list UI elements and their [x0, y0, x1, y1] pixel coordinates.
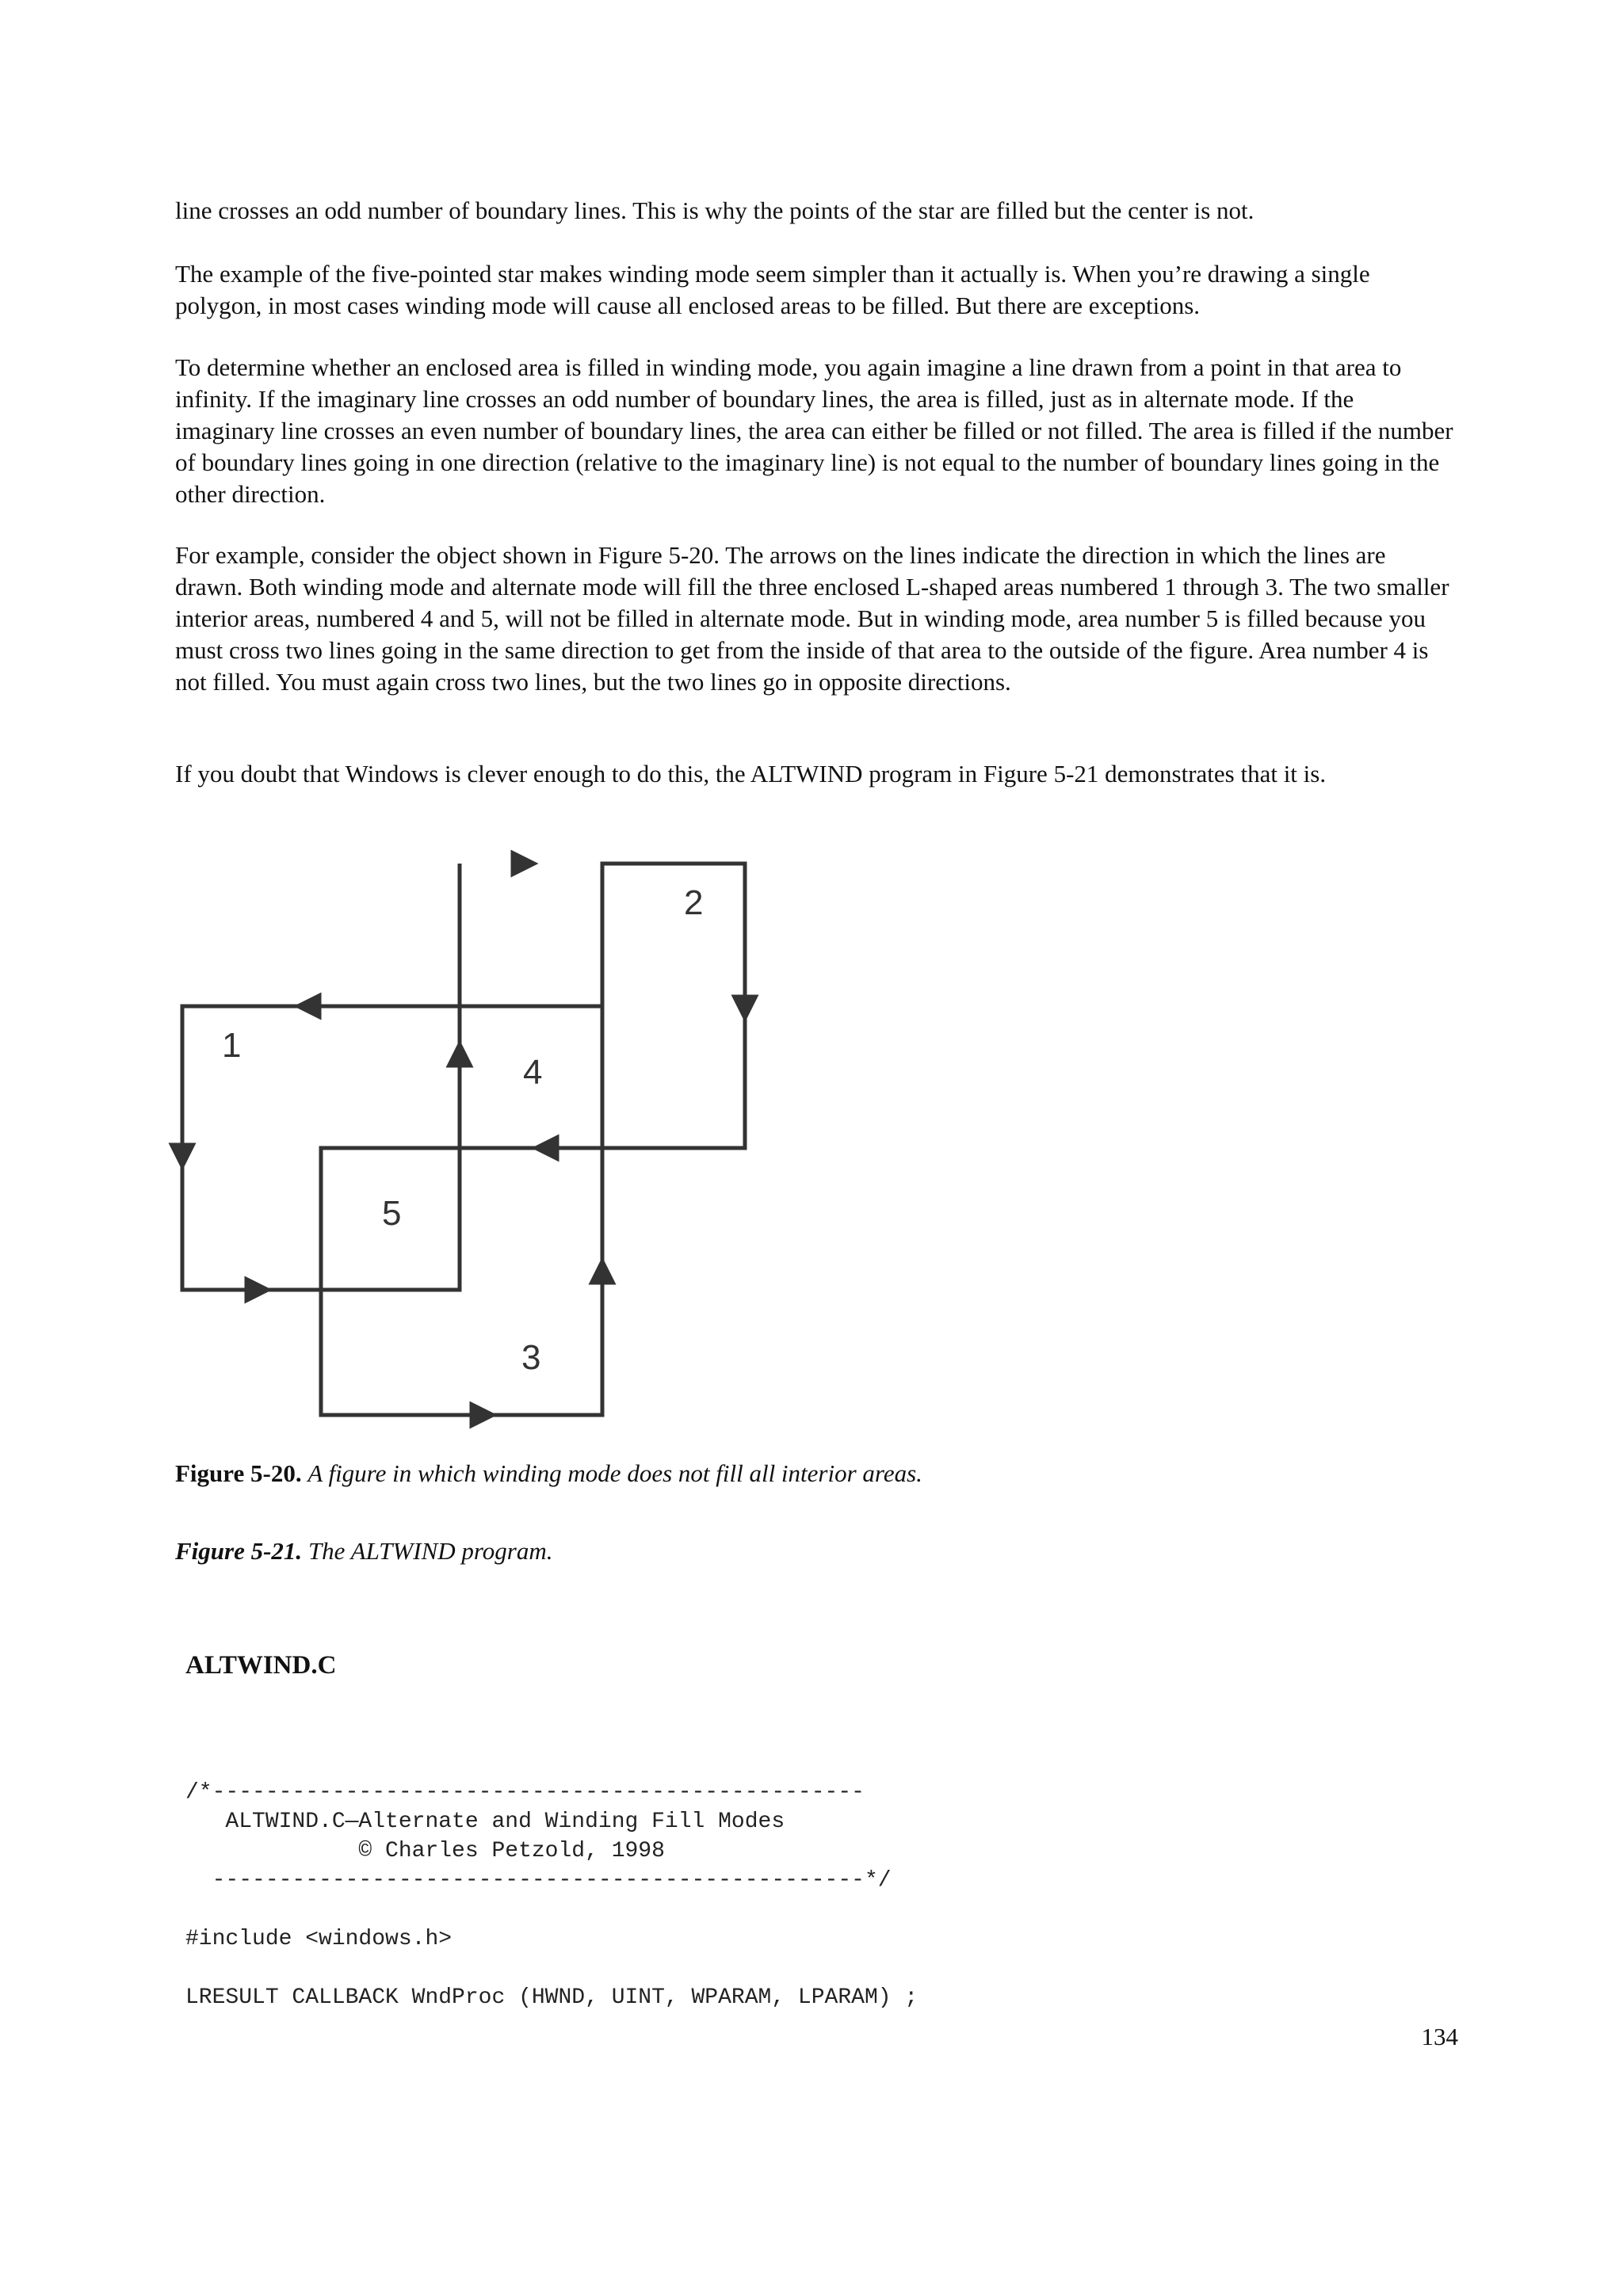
- figure-5-20-caption: [175, 1458, 922, 1489]
- figure-polygon-outline: [182, 864, 745, 1415]
- code-listing: [185, 1778, 918, 2012]
- code-listing-title: ALTWIND.C: [185, 1651, 337, 1680]
- code-line: LRESULT CALLBACK WndProc (HWND, UINT, WPARAM, LPARAM) ;: [185, 1985, 918, 2010]
- code-line: /*-------------------------------------------------: [185, 1780, 865, 1805]
- area-label-1: 1: [222, 1026, 242, 1065]
- paragraph-5: If you doubt that Windows is clever enough to do this, the ALTWIND program in Figure 5-21 demonstrates that it is.: [175, 760, 1327, 788]
- paragraph-4: For example, consider the object shown in Figure 5-20. The arrows on the lines indicate the direction in which the lines are drawn. Both winding mode and alternate mode will fill the three enclosed L-shaped areas numbered 1 through 3. The two smaller interior areas, numbered 4 and 5, will not be filled in alternate mode. But in winding mode, area number 5 is filled because you must cross two lines going in the same direction to get from the inside of that area to the outside of the figure. Area number 4 is not filled. You must again cross two lines, but the two lines go in opposite directions.: [175, 541, 1449, 696]
- caption-label: Figure 5-20.: [175, 1459, 302, 1487]
- caption-label: Figure 5-21.: [175, 1537, 303, 1565]
- caption-text: The ALTWIND program.: [307, 1537, 553, 1565]
- code-line: ALTWIND.C—Alternate and Winding Fill Modes: [185, 1810, 785, 1834]
- paragraph-3: To determine whether an enclosed area is filled in winding mode, you again imagine a line drawn from a point in that area to infinity. If the imaginary line crosses an odd number of boundary lines, the area is filled, just as in alternate mode. If the imaginary line crosses an even number of boundary lines, the area can either be filled or not filled. The area is filled if the number of boundary lines going in one direction (relative to the imaginary line) is not equal to the number of boundary lines going in the other direction.: [175, 353, 1453, 508]
- winding-figure-svg: [166, 846, 785, 1440]
- paragraph-1: line crosses an odd number of boundary lines. This is why the points of the star are filled but the center is not.: [175, 196, 1254, 224]
- code-line: -------------------------------------------------*/: [185, 1868, 892, 1893]
- area-label-4: 4: [523, 1053, 543, 1092]
- caption-text: A figure in which winding mode does not fill all interior areas.: [307, 1459, 922, 1487]
- area-label-5: 5: [382, 1194, 402, 1233]
- code-line: © Charles Petzold, 1998: [185, 1839, 665, 1863]
- area-label-2: 2: [684, 883, 704, 922]
- figure-5-20-diagram: [166, 846, 785, 1440]
- paragraph-2: The example of the five-pointed star makes winding mode seem simpler than it actually is. When you’re drawing a single polygon, in most cases winding mode will cause all enclosed areas to be filled. But there are exceptions.: [175, 260, 1370, 319]
- area-label-3: 3: [521, 1338, 541, 1377]
- figure-5-21-caption: [175, 1535, 553, 1567]
- page-number: 134: [1421, 2023, 1458, 2050]
- code-line: #include <windows.h>: [185, 1927, 453, 1951]
